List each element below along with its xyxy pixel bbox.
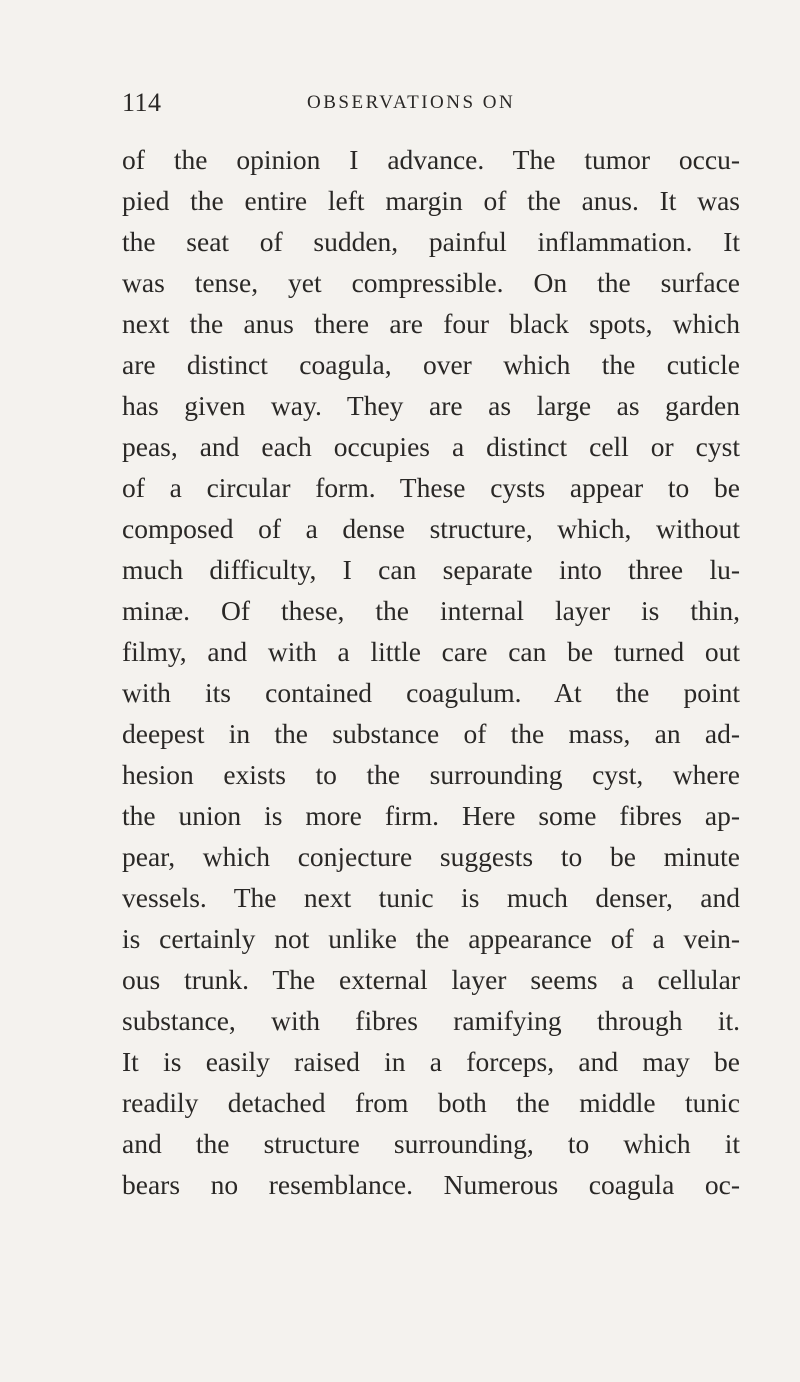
text-line: minæ. Of these, the internal layer is thin,	[122, 595, 740, 626]
text-line: is certainly not unlike the appearance of a vein-	[122, 923, 740, 954]
text-line: deepest in the substance of the mass, an ad-	[122, 718, 740, 749]
text-line: vessels. The next tunic is much denser, and	[122, 882, 740, 913]
text-line: ous trunk. The external layer seems a cellular	[122, 964, 740, 995]
text-line: of a circular form. These cysts appear to be	[122, 472, 740, 503]
page-number: 114	[122, 88, 162, 117]
text-line: the union is more firm. Here some fibres ap-	[122, 800, 740, 831]
text-line: pied the entire left margin of the anus. It was	[122, 185, 740, 216]
text-line: pear, which conjecture suggests to be minute	[122, 841, 740, 872]
text-line: has given way. They are as large as garden	[122, 390, 740, 421]
text-line: substance, with fibres ramifying through it.	[122, 1005, 740, 1036]
text-line: of the opinion I advance. The tumor occu-	[122, 144, 740, 175]
text-line: was tense, yet compressible. On the surface	[122, 267, 740, 298]
text-line: bears no resemblance. Numerous coagula oc-	[122, 1169, 740, 1200]
text-line: filmy, and with a little care can be turned out	[122, 636, 740, 667]
text-line: readily detached from both the middle tunic	[122, 1087, 740, 1118]
text-line: much difficulty, I can separate into three lu-	[122, 554, 740, 585]
text-line: are distinct coagula, over which the cuticle	[122, 349, 740, 380]
text-line: composed of a dense structure, which, without	[122, 513, 740, 544]
text-line: peas, and each occupies a distinct cell or cyst	[122, 431, 740, 462]
body-text	[122, 139, 740, 1205]
text-line: It is easily raised in a forceps, and may be	[122, 1046, 740, 1077]
text-line: and the structure surrounding, to which it	[122, 1128, 740, 1159]
running-head: OBSERVATIONS ON	[307, 92, 516, 113]
text-line: with its contained coagulum. At the point	[122, 677, 740, 708]
text-line: the seat of sudden, painful inflammation. It	[122, 226, 740, 257]
text-line: hesion exists to the surrounding cyst, where	[122, 759, 740, 790]
text-line: next the anus there are four black spots, which	[122, 308, 740, 339]
page-header	[122, 88, 742, 118]
